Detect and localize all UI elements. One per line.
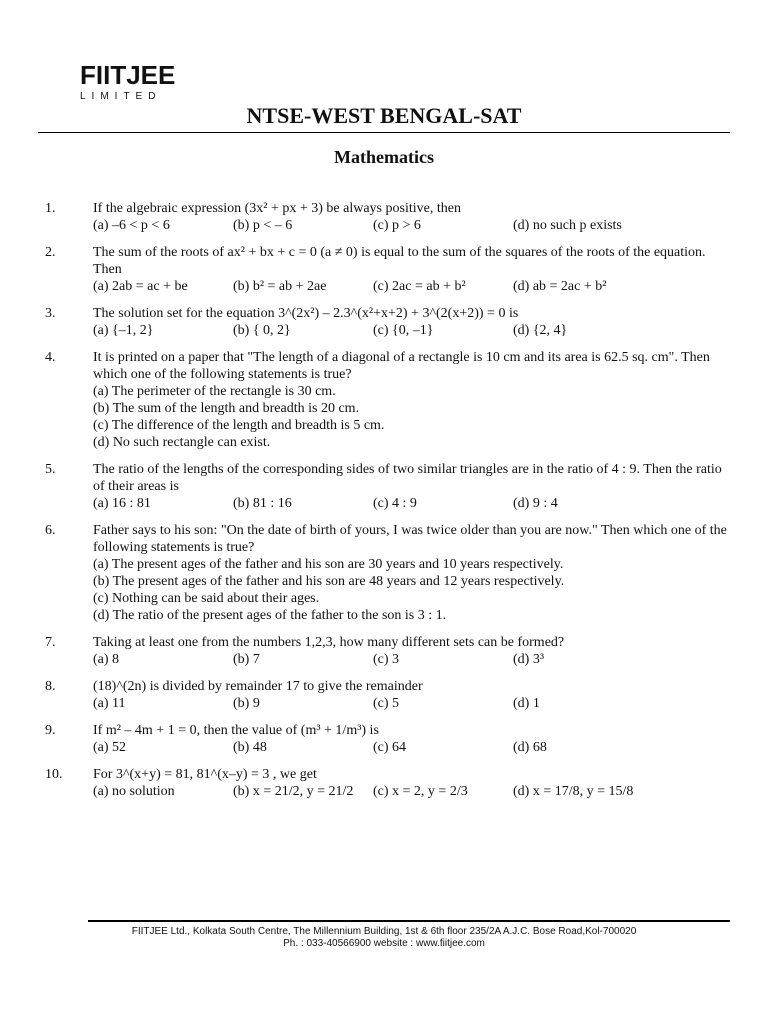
question-number: 4.: [45, 350, 56, 365]
question-item: [45, 305, 730, 339]
subject-heading: Mathematics: [334, 147, 434, 167]
question-body: [93, 634, 730, 668]
option-item: (c) 5: [373, 696, 400, 711]
question-text: The ratio of the lengths of the corresponding sides of two similar triangles are in the ratio of 4 : 9. Then the ratio of their areas is: [93, 462, 722, 494]
option-item: (c) x = 2, y = 2/3: [373, 784, 468, 799]
option-item: (b) 9: [233, 696, 260, 711]
question-number: 3.: [45, 306, 56, 321]
option-list: [93, 739, 730, 756]
question-number: 9.: [45, 723, 56, 738]
question-text: Father says to his son: "On the date of birth of yours, I was twice older than you are now." Then which one of the following statements is true?: [93, 523, 727, 555]
option-item: (b) The present ages of the father and his son are 48 years and 12 years respectively.: [93, 574, 565, 589]
question-body: [93, 766, 730, 800]
option-item: (d) 3³: [513, 652, 545, 667]
footer-divider: [88, 920, 730, 922]
option-item: (a) {–1, 2}: [93, 323, 154, 338]
option-item: (c) {0, –1}: [373, 323, 434, 338]
option-list: [93, 495, 730, 512]
question-body: [93, 678, 730, 712]
page-title: NTSE-WEST BENGAL-SAT: [246, 103, 522, 128]
option-list: [93, 278, 730, 295]
question-body: [93, 461, 730, 512]
option-item: (d) 68: [513, 740, 547, 755]
option-item: (d) {2, 4}: [513, 323, 568, 338]
question-body: [93, 244, 730, 295]
footer-contact: Ph. : 033-40566900 website : www.fiitjee.com: [283, 938, 485, 949]
fiitjee-logo: [80, 60, 175, 102]
question-number: 7.: [45, 635, 56, 650]
question-item: [45, 349, 730, 451]
option-item: (a) 8: [93, 652, 120, 667]
question-body: [93, 200, 730, 234]
question-item: [45, 522, 730, 624]
option-item: (a) The perimeter of the rectangle is 30 cm.: [93, 384, 336, 399]
option-item: (d) ab = 2ac + b²: [513, 279, 607, 294]
option-item: (d) x = 17/8, y = 15/8: [513, 784, 634, 799]
question-number: 8.: [45, 679, 56, 694]
question-number: 1.: [45, 201, 56, 216]
option-item: (a) no solution: [93, 784, 175, 799]
option-item: (c) 4 : 9: [373, 496, 417, 511]
logo-sub: LIMITED: [80, 91, 162, 102]
question-item: [45, 722, 730, 756]
question-item: [45, 766, 730, 800]
option-list: [93, 651, 730, 668]
option-item: (c) p > 6: [373, 218, 421, 233]
header-divider: [38, 132, 730, 133]
option-list: [93, 383, 730, 451]
question-number: 10.: [45, 767, 63, 782]
option-item: (c) The difference of the length and breadth is 5 cm.: [93, 418, 385, 433]
question-text: The sum of the roots of ax² + bx + c = 0 (a ≠ 0) is equal to the sum of the squares of the roots of the equation. Then: [93, 245, 706, 277]
option-item: (b) p < – 6: [233, 218, 293, 233]
option-item: (a) The present ages of the father and his son are 30 years and 10 years respectively.: [93, 557, 564, 572]
option-item: (a) 11: [93, 696, 126, 711]
question-text: It is printed on a paper that "The length of a diagonal of a rectangle is 10 cm and its area is 62.5 sq. cm". Then which one of the following statements is true?: [93, 350, 710, 382]
option-item: (c) Nothing can be said about their ages.: [93, 591, 320, 606]
option-item: (b) 81 : 16: [233, 496, 292, 511]
option-list: [93, 556, 730, 624]
option-item: (a) 52: [93, 740, 127, 755]
option-item: (c) 3: [373, 652, 400, 667]
question-body: [93, 305, 730, 339]
question-number: 2.: [45, 245, 56, 260]
question-item: [45, 634, 730, 668]
option-item: (c) 64: [373, 740, 407, 755]
option-item: (d) 9 : 4: [513, 496, 558, 511]
option-item: (b) The sum of the length and breadth is 20 cm.: [93, 401, 360, 416]
question-body: [93, 349, 730, 451]
question-text: (18)^(2n) is divided by remainder 17 to give the remainder: [93, 679, 423, 694]
option-list: [93, 322, 730, 339]
option-item: (d) No such rectangle can exist.: [93, 435, 271, 450]
question-item: [45, 678, 730, 712]
option-list: [93, 783, 730, 800]
question-text: Taking at least one from the numbers 1,2,3, how many different sets can be formed?: [93, 635, 565, 650]
question-item: [45, 200, 730, 234]
option-item: (a) 2ab = ac + be: [93, 279, 188, 294]
footer-address: FIITJEE Ltd., Kolkata South Centre, The Millennium Building, 1st & 6th floor 235/2A A.J.C. Bose Road,Kol-700020: [131, 926, 637, 937]
question-number: 5.: [45, 462, 56, 477]
option-list: [93, 217, 730, 234]
option-list: [93, 695, 730, 712]
question-item: [45, 244, 730, 295]
option-item: (d) no such p exists: [513, 218, 622, 233]
option-item: (a) 16 : 81: [93, 496, 151, 511]
option-item: (d) 1: [513, 696, 540, 711]
question-body: [93, 722, 730, 756]
option-item: (b) 48: [233, 740, 267, 755]
option-item: (c) 2ac = ab + b²: [373, 279, 466, 294]
question-body: [93, 522, 730, 624]
question-list: [45, 200, 730, 810]
question-text: If the algebraic expression (3x² + px + 3) be always positive, then: [93, 201, 461, 216]
footer: [0, 926, 768, 950]
logo-brand: FIITJEE: [80, 60, 176, 90]
option-item: (a) –6 < p < 6: [93, 218, 170, 233]
option-item: (d) The ratio of the present ages of the father to the son is 3 : 1.: [93, 608, 447, 623]
question-text: For 3^(x+y) = 81, 81^(x–y) = 3 , we get: [93, 767, 317, 782]
option-item: (b) x = 21/2, y = 21/2: [233, 784, 354, 799]
question-text: The solution set for the equation 3^(2x²) – 2.3^(x²+x+2) + 3^(2(x+2)) = 0 is: [93, 306, 519, 321]
option-item: (b) { 0, 2}: [233, 323, 291, 338]
question-text: If m² – 4m + 1 = 0, then the value of (m³ + 1/m³) is: [93, 723, 379, 738]
option-item: (b) 7: [233, 652, 260, 667]
option-item: (b) b² = ab + 2ae: [233, 279, 327, 294]
question-item: [45, 461, 730, 512]
question-number: 6.: [45, 523, 56, 538]
